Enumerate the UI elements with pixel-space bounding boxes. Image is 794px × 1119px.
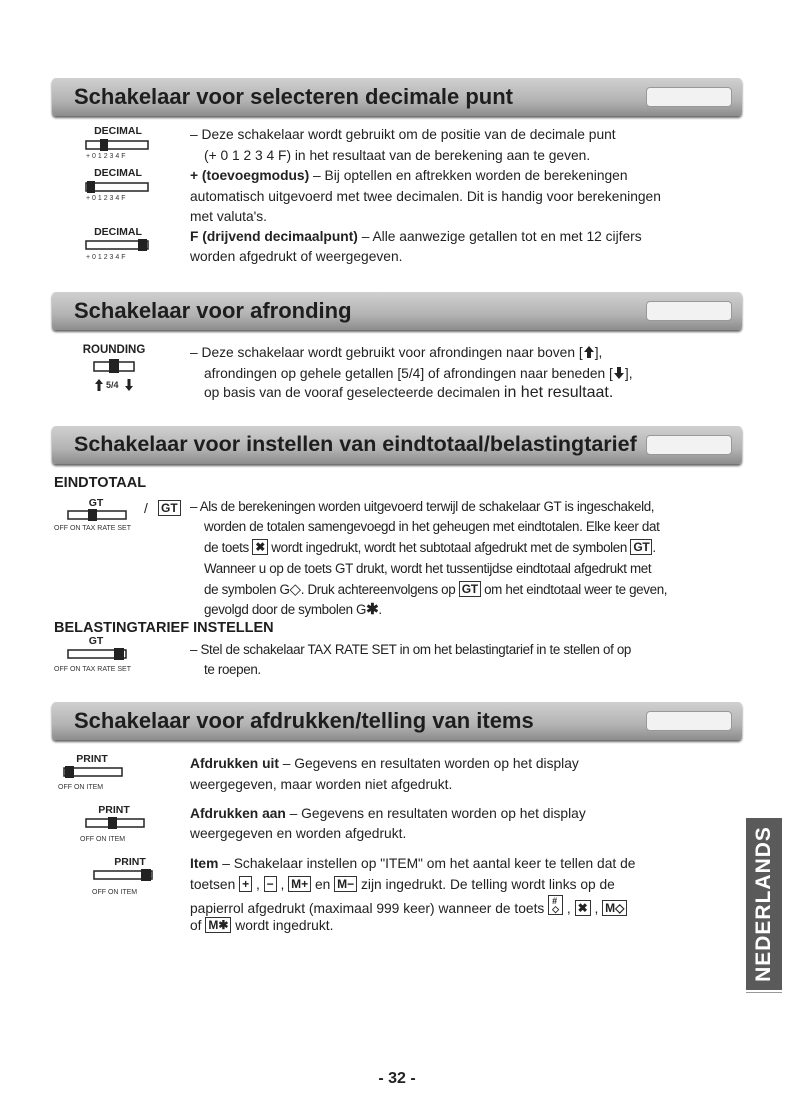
item-line-2 bbox=[190, 874, 615, 896]
float-line bbox=[190, 226, 642, 248]
multiply-key-icon: ✖ bbox=[575, 900, 591, 916]
print-off-line-1 bbox=[190, 753, 579, 775]
m-diamond-key-icon: M◇ bbox=[602, 900, 627, 916]
section-header-decimal bbox=[52, 78, 742, 116]
gt-text: . bbox=[652, 540, 656, 555]
switch-scale: 5/4 bbox=[106, 380, 119, 390]
section-header-gt bbox=[52, 426, 742, 464]
switch-icon bbox=[62, 765, 124, 779]
switch-icon bbox=[66, 647, 128, 661]
rounding-line-3 bbox=[204, 382, 613, 404]
gt-text: om het eindtotaal weer te geven, bbox=[480, 582, 668, 597]
multiply-key-icon: ✖ bbox=[252, 539, 268, 555]
print-text: , bbox=[276, 877, 289, 892]
gt-line-4: Wanneer u op de toets GT drukt, wordt het tussentijdse eindtotaal afgedrukt met bbox=[204, 561, 652, 576]
decimal-desc-line-1: – Deze schakelaar wordt gebruikt om de positie van de decimale punt bbox=[190, 127, 616, 142]
rounding-text: afrondingen op gehele getallen [5/4] of afrondingen naar beneden [ bbox=[204, 366, 613, 381]
header-pill bbox=[646, 301, 732, 321]
gt-key: GT bbox=[459, 581, 481, 597]
header-pill bbox=[646, 711, 732, 731]
switch-scale: + 0 1 2 3 4 F bbox=[86, 195, 126, 202]
print-text: toetsen bbox=[190, 877, 240, 892]
float-line-2: worden afgedrukt of weergegeven. bbox=[190, 249, 403, 264]
add-mode-line-2: automatisch uitgevoerd met twee decimalen. Dit is handig voor berekeningen bbox=[190, 189, 661, 204]
print-off-line-2: weergegeven, maar worden niet afgedrukt. bbox=[190, 777, 453, 792]
hash-diamond-key-icon: # ◇ bbox=[548, 895, 563, 915]
print-text: of bbox=[190, 918, 206, 933]
print-text: , bbox=[252, 877, 264, 892]
section-title: Schakelaar voor afdrukken/telling van items bbox=[74, 708, 534, 733]
side-tab-divider bbox=[746, 992, 782, 993]
decimal-desc-line-2: (+ 0 1 2 3 4 F) in het resultaat van de berekening aan te geven. bbox=[204, 148, 591, 163]
section-header-rounding bbox=[52, 292, 742, 330]
print-on-term: Afdrukken aan bbox=[190, 806, 286, 821]
m-minus-key-icon: M− bbox=[334, 876, 357, 892]
switch-label: PRINT bbox=[114, 856, 146, 868]
switch-icon bbox=[92, 358, 136, 374]
print-on-line-2: weergegeven en worden afgedrukt. bbox=[190, 826, 407, 841]
gt-line-2: worden de totalen samengevoegd in het geheugen met eindtotalen. Elke keer dat bbox=[204, 519, 660, 534]
float-text: – Alle aanwezige getallen tot en met 12 cijfers bbox=[357, 229, 642, 244]
switch-scale: OFF ON TAX RATE SET bbox=[54, 666, 132, 673]
rounding-line-1 bbox=[190, 342, 602, 364]
gt-key-icon bbox=[158, 500, 181, 518]
gt-text: de symbolen G bbox=[204, 582, 290, 597]
switch-scale: OFF ON TAX RATE SET bbox=[54, 525, 132, 532]
gt-text: . Druk achtereenvolgens op bbox=[300, 582, 459, 597]
gt-text: wordt ingedrukt, wordt het subtotaal afgedrukt met de symbolen bbox=[267, 540, 631, 555]
gt-line-1: – Als de berekeningen worden uitgevoerd terwijl de schakelaar GT is ingeschakeld, bbox=[190, 499, 655, 514]
eindtotaal-heading: EINDTOTAAL bbox=[54, 475, 147, 491]
switch-icon bbox=[84, 238, 150, 252]
print-on-line-1 bbox=[190, 803, 586, 825]
side-tab-label: NEDERLANDS bbox=[752, 826, 775, 982]
switch-scale: OFF ON ITEM bbox=[92, 889, 138, 896]
slash: / bbox=[144, 501, 148, 516]
print-text: en bbox=[311, 877, 335, 892]
gt-text: . bbox=[378, 602, 382, 617]
round-down-icon bbox=[124, 378, 134, 392]
switch-label: GT bbox=[88, 497, 104, 509]
add-mode-text: – Bij optellen en aftrekken worden de berekeningen bbox=[309, 168, 628, 183]
print-text: zijn ingedrukt. De telling wordt links op de bbox=[357, 877, 615, 892]
switch-label: DECIMAL bbox=[94, 226, 142, 238]
section-title: Schakelaar voor instellen van eindtotaal/belastingtarief bbox=[74, 432, 637, 456]
rounding-text: ], bbox=[594, 345, 603, 360]
add-mode-line bbox=[190, 165, 628, 187]
switch-scale: + 0 1 2 3 4 F bbox=[86, 153, 126, 160]
language-side-tab bbox=[746, 818, 782, 990]
switch-label: PRINT bbox=[76, 753, 108, 765]
section-header-print bbox=[52, 702, 742, 740]
switch-icon bbox=[84, 816, 146, 830]
section-title: Schakelaar voor selecteren decimale punt bbox=[74, 84, 513, 109]
page-number: - 32 - bbox=[378, 1070, 416, 1087]
diamond-icon: ◇ bbox=[289, 581, 301, 598]
switch-label: DECIMAL bbox=[94, 125, 142, 137]
switch-scale: OFF ON ITEM bbox=[58, 784, 104, 791]
add-mode-term: + (toevoegmodus) bbox=[190, 168, 310, 183]
switch-icon bbox=[84, 180, 150, 194]
plus-key-icon: + bbox=[239, 876, 252, 892]
minus-key-icon: − bbox=[264, 876, 277, 892]
asterisk-icon: ✱ bbox=[366, 601, 379, 618]
switch-scale: + 0 1 2 3 4 F bbox=[86, 254, 126, 261]
item-line-1 bbox=[190, 853, 635, 875]
add-mode-line-3: met valuta's. bbox=[190, 209, 268, 224]
switch-scale: OFF ON ITEM bbox=[80, 836, 126, 843]
item-term: Item bbox=[190, 856, 219, 871]
gt-key: GT bbox=[630, 539, 652, 555]
print-text: – Schakelaar instellen op "ITEM" om het aantal keer te tellen dat de bbox=[218, 856, 636, 871]
switch-label: DECIMAL bbox=[94, 167, 142, 179]
gt-line-5 bbox=[204, 579, 667, 601]
rounding-text: op basis van de vooraf geselecteerde decimalen bbox=[204, 385, 504, 400]
gt-text: de toets bbox=[204, 540, 253, 555]
print-text: – Gegevens en resultaten worden op het display bbox=[285, 806, 586, 821]
round-down-icon bbox=[613, 366, 625, 380]
round-up-icon bbox=[94, 378, 104, 392]
print-text: – Gegevens en resultaten worden op het display bbox=[278, 756, 579, 771]
m-plus-key-icon: M+ bbox=[288, 876, 311, 892]
gt-line-6 bbox=[204, 599, 382, 621]
m-asterisk-key-icon: M✱ bbox=[205, 917, 231, 933]
gt-key: GT bbox=[158, 500, 181, 516]
switch-label: ROUNDING bbox=[82, 344, 146, 356]
print-text: wordt ingedrukt. bbox=[231, 918, 334, 933]
header-pill bbox=[646, 435, 732, 455]
rounding-text: – Deze schakelaar wordt gebruikt voor afrondingen naar boven [ bbox=[190, 345, 583, 360]
float-term: F (drijvend decimaalpunt) bbox=[190, 229, 358, 244]
tax-line-1: – Stel de schakelaar TAX RATE SET in om het belastingtarief in te stellen of op bbox=[190, 642, 632, 657]
switch-icon bbox=[66, 508, 128, 522]
rounding-text: ], bbox=[624, 366, 633, 381]
print-text: papierrol afgedrukt (maximaal 999 keer) wanneer de toets bbox=[190, 901, 549, 916]
print-off-term: Afdrukken uit bbox=[190, 756, 279, 771]
section-title: Schakelaar voor afronding bbox=[74, 298, 352, 323]
round-up-icon bbox=[583, 345, 595, 359]
switch-icon bbox=[92, 868, 154, 882]
gt-text: gevolgd door de symbolen G bbox=[204, 602, 367, 617]
switch-label: GT bbox=[88, 635, 104, 647]
tax-line-2: te roepen. bbox=[204, 662, 261, 677]
tax-heading: BELASTINGTARIEF INSTELLEN bbox=[54, 620, 274, 636]
switch-icon bbox=[84, 138, 150, 152]
item-line-4 bbox=[190, 915, 333, 937]
item-line-3: papierrol afgedrukt (maximaal 999 keer) wanneer de toets # ◇ , ✖ , M◇ bbox=[190, 895, 627, 920]
gt-line-3 bbox=[204, 537, 656, 559]
switch-label: PRINT bbox=[98, 804, 130, 816]
rounding-text-large: in het resultaat. bbox=[503, 384, 614, 401]
header-pill bbox=[646, 87, 732, 107]
